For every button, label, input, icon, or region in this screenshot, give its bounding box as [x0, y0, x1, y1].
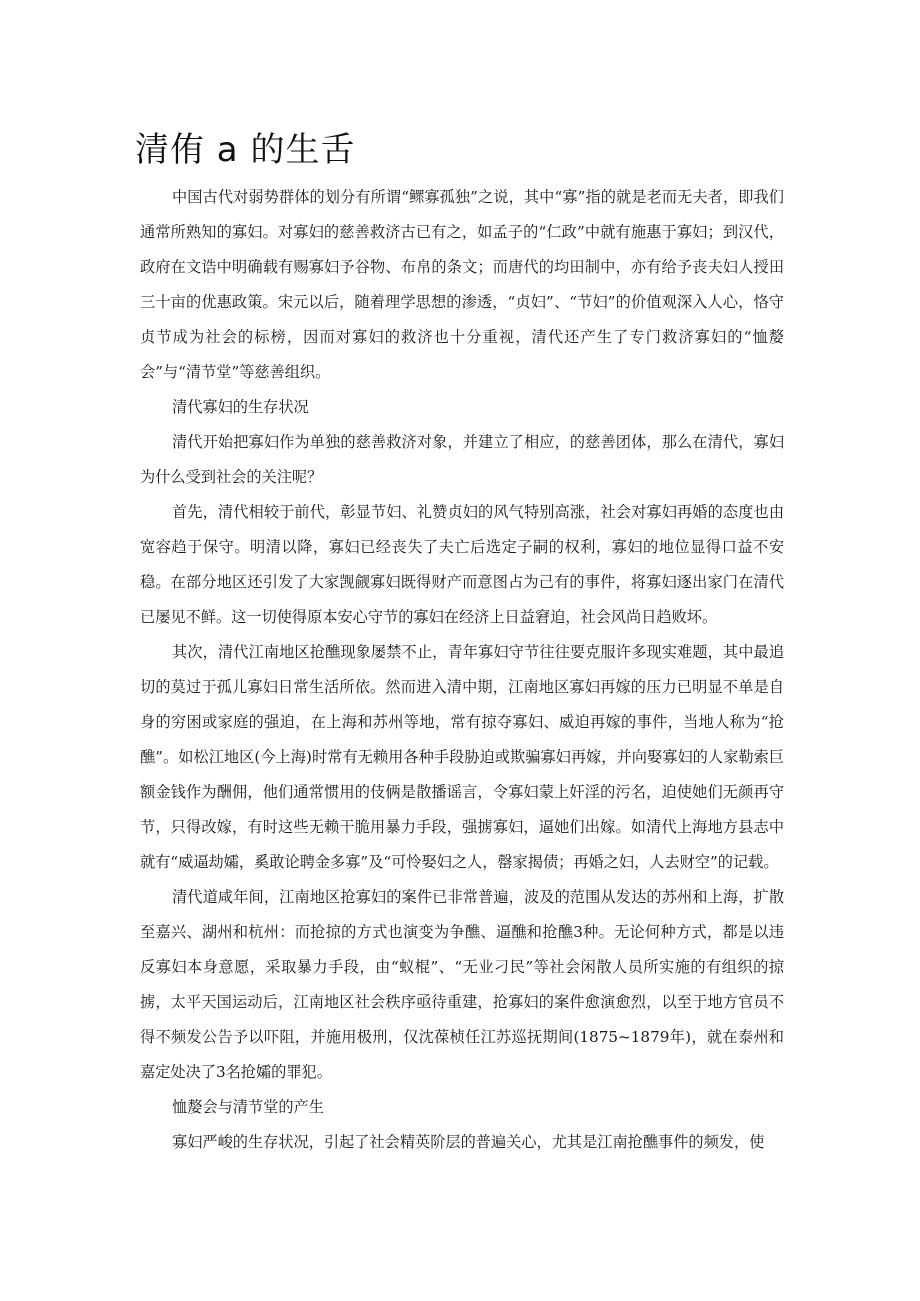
section-heading-origin: 恤嫠会与清节堂的产生	[172, 1098, 324, 1116]
paragraph-daoxian-era: 清代道咸年间，江南地区抢寡妇的案件已非常普遍，波及的范围从发达的苏州和上海，扩散至嘉兴、湖州和杭州：而抢掠的方式也演变为争醮、逼醮和抢醮3种。无论何种方式，都是以违反寡妇本身意愿，采取暴力手段，由“蚁棍”、“无业刁民”等社会闲散人员所实施的有组织的掠掳，太平天国运动后，江南地区社会秩序亟待重建，抢寡妇的案件愈演愈烈，以至于地方官员不得不频发公告予以吓阻，并施用极刑，仅沈葆桢任江苏巡抚期间(1875~1879年)，就在泰州和嘉定处决了3名抢孀的罪犯。	[140, 888, 784, 1081]
page-title: 清侑 a 的生舌	[135, 130, 356, 170]
section-heading-living-conditions: 清代寡妇的生存状况	[172, 398, 309, 416]
article-body	[140, 180, 784, 1160]
paragraph-question: 清代开始把寡妇作为单独的慈善救济对象，并建立了相应，的慈善团体，那么在清代，寡妇为什么受到社会的关注呢？	[140, 433, 784, 486]
paragraph-first-reason: 首先，清代相较于前代，彰显节妇、礼赞贞妇的风气特别高涨，社会对寡妇再婚的态度也由宽容趋于保守。明清以降，寡妇已经丧失了夫亡后选定子嗣的权利，寡妇的地位显得口益不安稳。在部分地区还引发了大家觊觎寡妇既得财产而意图占为己有的事件，将寡妇逐出家门在清代已屡见不鲜。这一切使得原本安心守节的寡妇在经济上日益窘迫，社会风尚日趋败坏。	[140, 503, 784, 626]
paragraph-second-reason: 其次，清代江南地区抢醮现象屡禁不止，青年寡妇守节往往要克服许多现实难题，其中最追切的莫过于孤儿寡妇日常生活所依。然而进入清中期，江南地区寡妇再嫁的压力已明显不单是自身的穷困或家庭的强迫，在上海和苏州等地，常有掠夺寡妇、威迫再嫁的事件，当地人称为“抢醮”。如松江地区(今上海)时常有无赖用各种手段胁迫或欺骗寡妇再嫁，并向娶寡妇的人家勒索巨额金钱作为酬佣，他们通常惯用的伎俩是散播谣言，令寡妇蒙上奸淫的污名，迫使她们无颜再守节，只得改嫁，有时这些无赖干脆用暴力手段，强掳寡妇，逼她们出嫁。如清代上海地方县志中就有“威逼劫孀，奚敢论聘金多寡”及“可怜娶妇之人，罄家揭债；再婚之妇，人去财空”的记载。	[140, 643, 784, 871]
paragraph-closing: 寡妇严峻的生存状况，引起了社会精英阶层的普遍关心，尤其是江南抢醮事件的频发，使	[172, 1133, 765, 1151]
paragraph-intro: 中国古代对弱势群体的划分有所谓“鳏寡孤独”之说，其中“寡”指的就是老而无夫者，即我们通常所熟知的寡妇。对寡妇的慈善救济古已有之，如孟子的“仁政”中就有施惠于寡妇；到汉代，政府在文诰中明确载有赐寡妇予谷物、布帛的条文；而唐代的均田制中，亦有给予丧夫妇人授田三十亩的优惠政策。宋元以后，随着理学思想的渗透，“贞妇”、“节妇”的价值观深入人心，恪守贞节成为社会的标榜，因而对寡妇的救济也十分重视，清代还产生了专门救济寡妇的“恤嫠会”与“清节堂”等慈善组织。	[140, 188, 784, 381]
